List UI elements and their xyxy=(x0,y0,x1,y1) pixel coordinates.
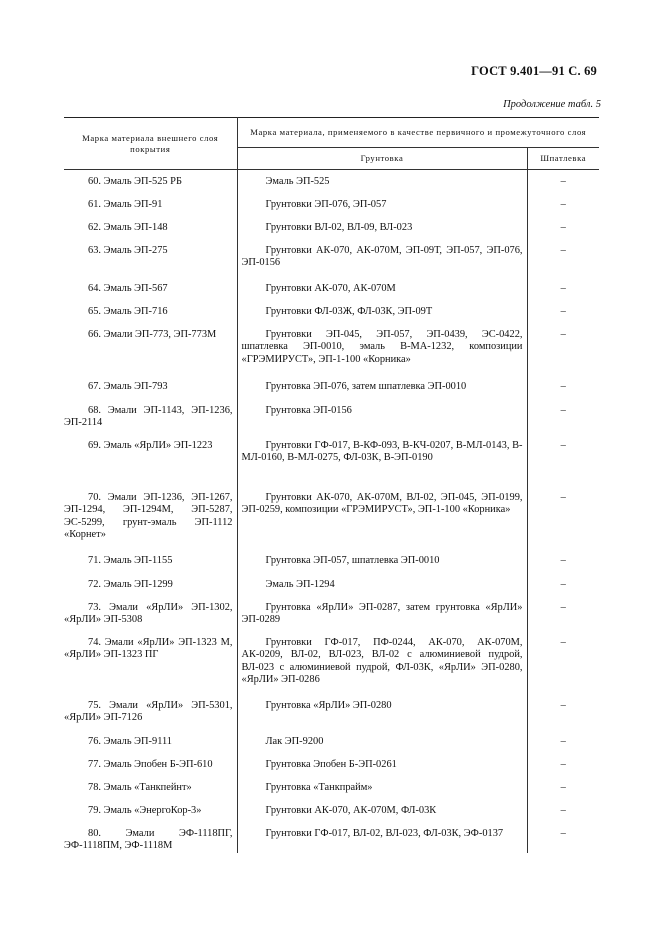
table-row xyxy=(64,435,599,487)
putty-material: – xyxy=(560,827,566,839)
outer-layer-material: 73. Эмали «ЯрЛИ» ЭП-1302, «ЯрЛИ» ЭП-5308 xyxy=(64,601,233,626)
outer-layer-material: 71. Эмаль ЭП-1155 xyxy=(88,554,173,566)
putty-material: – xyxy=(560,601,566,613)
primer-material: Грунтовка Эпобен Б-ЭП-0261 xyxy=(265,758,397,770)
table-row xyxy=(64,695,599,731)
subheader-putty: Шпатлевка xyxy=(527,147,599,169)
outer-layer-material: 66. Эмали ЭП-773, ЭП-773М xyxy=(88,328,217,340)
primer-material: Эмаль ЭП-1294 xyxy=(265,578,335,590)
outer-layer-material: 64. Эмаль ЭП-567 xyxy=(88,282,168,294)
table-row xyxy=(64,170,599,194)
putty-material: – xyxy=(560,328,566,340)
table-body xyxy=(64,170,599,853)
putty-material: – xyxy=(560,781,566,793)
primer-material: Грунтовки АК-070, АК-070М, ВЛ-02, ЭП-045, ЭП-0199, ЭП-0259, композиции «ГРЭМИРУСТ», ЭП-1-100 «Корника» xyxy=(241,491,523,516)
table-row xyxy=(64,800,599,823)
table-row xyxy=(64,217,599,240)
primer-material: Эмаль ЭП-525 xyxy=(265,176,330,187)
col-header-primary-layer: Марка материала, применяемого в качестве первичного и промежуточного слоя xyxy=(237,118,599,148)
putty-material: – xyxy=(560,491,566,503)
primer-material: Грунтовки ГФ-017, В-КФ-093, В-КЧ-0207, В-МЛ-0143, В-МЛ-0160, В-МЛ-0275, ФЛ-03К, В-ЭП-0190 xyxy=(241,439,523,464)
table-row xyxy=(64,400,599,435)
page-header: ГОСТ 9.401—91 С. 69 xyxy=(471,64,597,78)
putty-material: – xyxy=(560,221,566,233)
primer-material: Лак ЭП-9200 xyxy=(265,735,324,747)
materials-table xyxy=(64,117,599,853)
table-row xyxy=(64,278,599,301)
outer-layer-material: 65. Эмаль ЭП-716 xyxy=(88,305,168,317)
primer-material: Грунтовка ЭП-057, шпатлевка ЭП-0010 xyxy=(265,554,440,566)
outer-layer-material: 75. Эмали «ЯрЛИ» ЭП-5301, «ЯрЛИ» ЭП-7126 xyxy=(64,699,233,724)
primer-material: Грунтовки ГФ-017, ПФ-0244, АК-070, АК-070М, АК-0209, ВЛ-02, ВЛ-023, ВЛ-02 с алюминиевой пудрой, ВЛ-023 с алюминиевой пудрой, ФЛ-03К, «ЯрЛИ» ЭП-0280, «ЯрЛИ» ЭП-0286 xyxy=(241,636,523,686)
putty-material: – xyxy=(560,578,566,590)
primer-material: Грунтовки ЭП-076, ЭП-057 xyxy=(265,198,387,210)
outer-layer-material: 79. Эмаль «ЭнергоКор-3» xyxy=(88,804,202,816)
table-row xyxy=(64,376,599,400)
putty-material: – xyxy=(560,282,566,294)
putty-material: – xyxy=(560,636,566,648)
outer-layer-material: 61. Эмаль ЭП-91 xyxy=(88,198,163,210)
putty-material: – xyxy=(560,554,566,566)
table-row xyxy=(64,731,599,754)
outer-layer-material: 63. Эмаль ЭП-275 xyxy=(88,244,168,256)
putty-material: – xyxy=(560,699,566,711)
primer-material: Грунтовки ВЛ-02, ВЛ-09, ВЛ-023 xyxy=(265,221,413,233)
col-header-outer-layer: Марка материала внешнего слоя покрытия xyxy=(64,118,237,170)
outer-layer-material: 78. Эмаль «Танкпейнт» xyxy=(88,781,192,793)
primer-material: Грунтовки АК-070, АК-070М xyxy=(265,282,396,294)
outer-layer-material: 70. Эмали ЭП-1236, ЭП-1267, ЭП-1294, ЭП-1294М, ЭП-5287, ЭС-5299, грунт-эмаль ЭП-1112 «Корнет» xyxy=(64,491,233,541)
putty-material: – xyxy=(560,758,566,770)
outer-layer-material: 62. Эмаль ЭП-148 xyxy=(88,221,168,233)
primer-material: Грунтовки ГФ-017, ВЛ-02, ВЛ-023, ФЛ-03К, ЭФ-0137 xyxy=(265,827,504,839)
table-row xyxy=(64,632,599,695)
putty-material: – xyxy=(560,176,566,187)
putty-material: – xyxy=(560,439,566,451)
subheader-primer: Грунтовка xyxy=(237,147,527,169)
primer-material: Грунтовки АК-070, АК-070М, ЭП-09Т, ЭП-057, ЭП-076, ЭП-0156 xyxy=(241,244,523,269)
table-row xyxy=(64,597,599,632)
table-row xyxy=(64,823,599,853)
primer-material: Грунтовки АК-070, АК-070М, ФЛ-03К xyxy=(265,804,437,816)
table-row xyxy=(64,550,599,574)
outer-layer-material: 76. Эмаль ЭП-9111 xyxy=(88,735,173,747)
outer-layer-material: 72. Эмаль ЭП-1299 xyxy=(88,578,173,590)
outer-layer-material: 69. Эмаль «ЯрЛИ» ЭП-1223 xyxy=(88,439,213,451)
putty-material: – xyxy=(560,404,566,416)
table-row xyxy=(64,194,599,217)
outer-layer-material: 68. Эмали ЭП-1143, ЭП-1236, ЭП-2114 xyxy=(64,404,233,429)
table-continuation-label: Продолжение табл. 5 xyxy=(503,99,601,110)
outer-layer-material: 67. Эмаль ЭП-793 xyxy=(88,380,168,392)
putty-material: – xyxy=(560,735,566,747)
putty-material: – xyxy=(560,305,566,317)
table-row xyxy=(64,754,599,777)
outer-layer-material: 60. Эмаль ЭП-525 РБ xyxy=(88,176,182,187)
outer-layer-material: 77. Эмаль Эпобен Б-ЭП-610 xyxy=(88,758,213,770)
primer-material: Грунтовка «ЯрЛИ» ЭП-0280 xyxy=(265,699,392,711)
table-row xyxy=(64,487,599,550)
primer-material: Грунтовка «ЯрЛИ» ЭП-0287, затем грунтовка «ЯрЛИ» ЭП-0289 xyxy=(241,601,523,626)
table-row xyxy=(64,324,599,376)
outer-layer-material: 80. Эмали ЭФ-1118ПГ, ЭФ-1118ПМ, ЭФ-1118М xyxy=(64,827,233,852)
primer-material: Грунтовки ФЛ-03Ж, ФЛ-03К, ЭП-09Т xyxy=(265,305,433,317)
table-row xyxy=(64,301,599,324)
putty-material: – xyxy=(560,380,566,392)
putty-material: – xyxy=(560,244,566,256)
primer-material: Грунтовка ЭП-076, затем шпатлевка ЭП-0010 xyxy=(265,380,467,392)
table-row xyxy=(64,574,599,597)
table-row xyxy=(64,240,599,278)
outer-layer-material: 74. Эмали «ЯрЛИ» ЭП-1323 М, «ЯрЛИ» ЭП-1323 ПГ xyxy=(64,636,233,661)
primer-material: Грунтовки ЭП-045, ЭП-057, ЭП-0439, ЭС-0422, шпатлевка ЭП-0010, эмаль В-МА-1232, композиции «ГРЭМИРУСТ», ЭП-1-100 «Корника» xyxy=(241,328,523,365)
table-row xyxy=(64,777,599,800)
primer-material: Грунтовка «Танкпрайм» xyxy=(265,781,373,793)
putty-material: – xyxy=(560,804,566,816)
putty-material: – xyxy=(560,198,566,210)
primer-material: Грунтовка ЭП-0156 xyxy=(265,404,352,416)
